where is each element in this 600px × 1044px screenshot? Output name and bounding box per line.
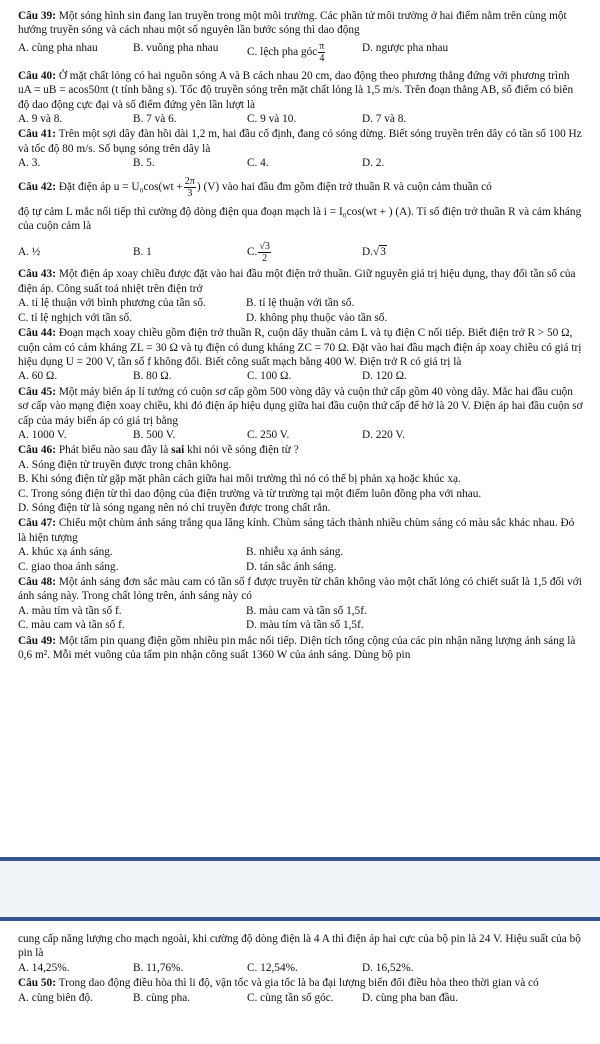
option-c: C. tỉ lệ nghịch với tần số.: [18, 311, 132, 324]
option-a: A. cùng pha nhau: [18, 41, 98, 54]
option-d: D. không phụ thuộc vào tần số.: [246, 311, 388, 324]
answer-options: [18, 604, 584, 618]
option-d: D. 220 V.: [362, 428, 405, 441]
option-c: C. 250 V.: [247, 428, 290, 441]
option-b: B. Khi sóng điện từ gặp mặt phân cách giữa hai môi trường thì nó có thể bị phản xạ hoặc khúc xạ.: [18, 473, 461, 486]
fraction: $\frac{√3}{2}$: [259, 241, 270, 265]
question-47: [18, 516, 584, 574]
option-b: B. vuông pha nhau: [133, 41, 219, 54]
option-c: C. 9 và 10.: [247, 113, 297, 126]
question-48: [18, 575, 584, 633]
option-d: D. cùng pha ban đầu.: [362, 991, 458, 1004]
question-49: [18, 634, 584, 663]
option-b: B. 7 và 6.: [133, 113, 177, 126]
option-d: D. 16,52%.: [362, 961, 414, 974]
question-text: độ tự cảm L mắc nối tiếp thì cường độ dòng điện qua đoạn mạch là i = I₀cos(wt + ) (A). Tỉ số điện trở thuần R và cảm kháng của cuộn cảm là: [18, 205, 582, 233]
option-a: A. Sóng điện từ truyền được trong chân không.: [18, 458, 232, 471]
option-d: D. ngược pha nhau: [362, 41, 449, 54]
answer-options: [18, 961, 584, 975]
option-c: C. cùng tần số góc.: [247, 991, 334, 1004]
question-text: Ở mặt chất lỏng có hai nguồn sóng A và B cách nhau 20 cm, dao động theo phương thẳng đứng với phương trình uA = uB = acos50πt (t tính bằng s). Tốc độ truyền sóng trên mặt chất lỏng là 1,5 m/s. Trên đoạn thẳng AB, số điểm có biên độ dao động cực đại và số điểm đứng yên lần lượt là: [18, 69, 574, 111]
option-c: C. 4.: [247, 157, 269, 170]
question-text: cung cấp năng lượng cho mạch ngoài, khi cường độ dòng điện là 4 A thì điện áp hai cực của bộ pin là 24 V. Hiệu suất của bộ pin là: [18, 933, 581, 960]
question-text: Một sóng hình sin đang lan truyền trong một môi trường. Các phần tử môi trường ở hai điểm nằm trên cùng một hướng truyền sóng và cách nhau một số nguyên lần bước sóng thì dao động: [18, 10, 567, 37]
option-a: A. tỉ lệ thuận với bình phương của tần số.: [18, 297, 206, 310]
question-number: Câu 41:: [18, 128, 56, 141]
option-d: D. tán sắc ánh sáng.: [246, 560, 337, 573]
option-a: A. 14,25%.: [18, 961, 70, 974]
question-45: [18, 385, 584, 443]
option-c: C. lệch pha góc $\frac{\pi}{4}$: [247, 40, 325, 64]
option-b: B. cùng pha.: [133, 991, 191, 1004]
option-c: C. màu cam và tần số f.: [18, 619, 125, 632]
question-41: [18, 127, 584, 170]
option-a: A. 1000 V.: [18, 428, 67, 441]
page-divider-top: [0, 857, 600, 861]
question-number: Câu 39:: [18, 10, 56, 22]
answer-options: [18, 241, 584, 264]
question-number: Câu 48:: [18, 576, 56, 588]
question-text: Chiếu một chùm ánh sáng trắng qua lăng kính. Chùm sáng tách thành nhiều chùm sáng có màu sắc khác nhau. Đó là hiện tượng: [18, 517, 575, 544]
answer-options: [18, 428, 584, 442]
option-a: A. 3.: [18, 157, 41, 170]
question-number: Câu 44:: [18, 327, 56, 340]
answer-options: [18, 112, 584, 126]
question-number: Câu 47:: [18, 517, 56, 530]
option-d: D. 120 Ω.: [362, 370, 407, 383]
answer-options: [18, 545, 584, 559]
option-a: A. ½: [18, 246, 41, 259]
question-44: [18, 326, 584, 384]
question-text: Trên một sợi dây đàn hồi dài 1,2 m, hai đầu cố định, đang có sóng dừng. Biết sóng truyền trên dây có tần số 100 Hz và tốc độ 80 m/s. Số bụng sóng trên dây là: [18, 128, 582, 155]
question-49-continued: [18, 932, 584, 975]
question-text: Một tấm pin quang điện gồm nhiều pin mắc nối tiếp. Diện tích tổng cộng của các pin nhận năng lượng ánh sáng là 0,6 m². Mỗi mét vuông của tấm pin nhận công suất 1360 W của ánh sáng. Dùng bộ pin: [18, 634, 576, 662]
option-c: C. Trong sóng điện từ thì dao động của điện trường và từ trường tại một điểm luôn đồng pha với nhau.: [18, 487, 482, 500]
option-a: A. khúc xạ ánh sáng.: [18, 546, 113, 559]
answer-options: [18, 41, 584, 64]
question-number: Câu 45:: [18, 385, 56, 398]
question-text: Trong dao động điều hòa thì li độ, vận tốc và gia tốc là ba đại lượng biến đổi điều hòa theo thời gian và có: [58, 977, 539, 990]
question-46: Câu 46: Phát biểu nào sau đây là sai khi nói về sóng điện từ ? A. Sóng điện từ truyền được trong chân không. B. Khi sóng điện từ gặp mặt phân cách giữa hai môi trường thì nó có thể bị phản xạ hoặc khúc xạ. C. Trong sóng điện từ thì dao động của điện trường và từ trường tại một điểm luôn đồng pha với nhau. D. Sóng điện từ là sóng ngang nên nó chỉ truyền được trong chất rắn.: [18, 443, 584, 515]
option-c: C. $\frac{√3}{2}$: [247, 241, 270, 265]
question-number: Câu 50:: [18, 977, 56, 990]
option-a: A. 9 và 8.: [18, 113, 63, 126]
answer-options: [18, 311, 584, 325]
page-break-gap: [0, 857, 600, 921]
option-a: A. cùng biên độ.: [18, 991, 93, 1004]
question-50: [18, 976, 584, 1005]
page-bottom: [18, 931, 584, 1005]
option-b: B. tỉ lệ thuận với tần số.: [246, 297, 355, 310]
option-d: D. màu tím và tần số 1,5f.: [246, 619, 364, 632]
question-39: [18, 9, 584, 64]
page-divider-bottom: [0, 917, 600, 921]
question-text: Một ánh sáng đơn sắc màu cam có tần số f được truyền từ chân không vào một chất lỏng có chiết suất là 1,5 đối với ánh sáng này. Trong chất lỏng trên, ánh sáng này có: [18, 576, 582, 603]
answer-options: [18, 560, 584, 574]
question-number: Câu 42:: [18, 180, 56, 193]
answer-options: [18, 369, 584, 383]
option-b: B. 80 Ω.: [133, 370, 172, 383]
answer-options: [18, 991, 584, 1005]
option-d: D. 7 và 8.: [362, 113, 407, 126]
question-number: Câu 49:: [18, 634, 56, 647]
option-b: B. nhiễu xạ ánh sáng.: [246, 546, 344, 559]
fraction: $\frac{2\pi}{3}$: [184, 175, 195, 199]
answer-options: [18, 296, 584, 310]
option-d: D. 2.: [362, 157, 385, 170]
question-42: Câu 42: Đặt điện áp u = U₀cos(wt + $\frac{2\pi}{3}$ ) (V) vào hai đầu đm gồm điện trở thuần R và cuộn cảm thuần có độ tự cảm L mắc nối tiếp thì cường độ dòng điện qua đoạn mạch là i = I₀cos(wt + ) (A). Tỉ số điện trở thuần R và cảm kháng của cuộn cảm là A. ½ B. 1 C. $\frac{√3}{2}$ D.√3: [18, 176, 584, 265]
option-d: D.√3: [362, 246, 386, 259]
question-number: Câu 46:: [18, 444, 56, 457]
question-text: Một máy biến áp lí tưởng có cuộn sơ cấp gồm 500 vòng dây và cuộn thứ cấp gồm 40 vòng dây. Mắc hai đầu cuộn sơ cấp vào mạng điện xoay chiều, khi đó điện áp hiệu dụng giữa hai đầu cuộn thứ cấp để hở là 20 V. Điện áp hai đầu cuộn sơ cấp của máy biến áp có giá trị bằng: [18, 385, 583, 427]
option-b: B. 11,76%.: [133, 961, 184, 974]
page-top: [18, 8, 584, 662]
option-c: C. 100 Ω.: [247, 370, 292, 383]
fraction: $\frac{\pi}{4}$: [319, 40, 325, 64]
question-number: Câu 43:: [18, 268, 56, 281]
option-b: B. màu cam và tần số 1,5f.: [246, 604, 367, 617]
option-c: C. giao thoa ánh sáng.: [18, 560, 119, 573]
question-43: [18, 267, 584, 325]
option-b: B. 5.: [133, 157, 155, 170]
question-number: Câu 40:: [18, 69, 56, 82]
option-b: B. 1: [133, 246, 152, 259]
option-a: A. 60 Ω.: [18, 370, 58, 383]
option-c: C. 12,54%.: [247, 961, 298, 974]
question-text: Đoạn mạch xoay chiều gồm điện trở thuần R, cuộn dây thuần cảm L và tụ điện C nối tiếp. Biết điện trở R > 50 Ω, cuộn cảm có cảm kháng ZL = 30 Ω và tụ điện có dung kháng ZC = 70 Ω. Đặt vào hai đầu mạch điện áp xoay chiều có giá trị hiệu dụng U = 200 V, tần số f không đổi. Biết công suất mạch bằng 400 W. Điện trở R có giá trị là: [18, 327, 582, 368]
option-b: B. 500 V.: [133, 428, 176, 441]
option-a: A. màu tím và tần số f.: [18, 604, 122, 617]
question-text: Một điện áp xoay chiều được đặt vào hai đầu một điện trở thuần. Giữ nguyên giá trị hiệu dụng, thay đổi tần số của điện áp. Công suất toả nhiệt trên điện trở: [18, 268, 576, 295]
answer-options: [18, 618, 584, 632]
answer-options: [18, 156, 584, 170]
option-d: D. Sóng điện từ là sóng ngang nên nó chỉ truyền được trong chất rắn.: [18, 501, 331, 514]
question-40: [18, 69, 584, 127]
